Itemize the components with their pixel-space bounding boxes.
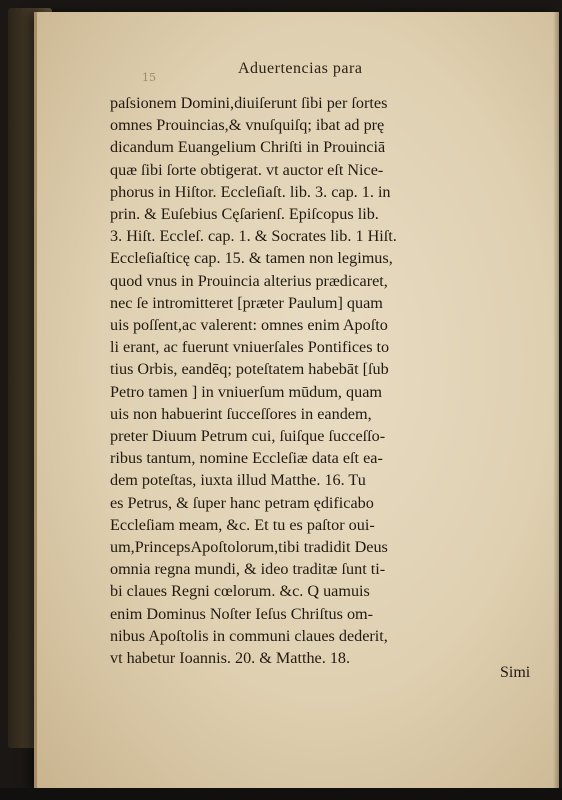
catchword: Simi — [500, 664, 531, 681]
text-line: omnes Prouincias,& vnuſquiſq; ibat ad prę — [110, 116, 385, 135]
page-edge-shadow — [553, 12, 559, 790]
text-line: 3. Hiſt. Eccleſ. cap. 1. & Socrates lib. 1 Hiſt. — [110, 227, 397, 246]
text-line: quæ ſibi ſorte obtigerat. vt auctor eſt Nice- — [110, 160, 384, 179]
running-head: Aduertencias para — [238, 60, 363, 77]
text-line: quod vnus in Prouincia alterius prædicaret, — [110, 271, 388, 290]
text-line: Eccleſiaſticę cap. 15. & tamen non legimus, — [110, 249, 393, 268]
text-line: um,PrincepsApoſtolorum,tibi tradidit Deus — [110, 538, 388, 557]
text-line: phorus in Hiſtor. Eccleſiaſt. lib. 3. cap. 1. in — [110, 182, 391, 201]
text-line: uis non habuerint ſucceſſores in eandem, — [110, 404, 372, 423]
text-line: bi claues Regni cœlorum. &c. Q uamuis — [110, 582, 370, 601]
text-line: enim Dominus Noſter Ieſus Chriſtus om- — [110, 604, 374, 623]
text-line: uis poſſent,ac valerent: omnes enim Apoſto — [110, 316, 388, 335]
folio-mark: 15 — [142, 71, 156, 84]
text-line: nibus Apoſtolis in communi claues dederit, — [110, 626, 388, 645]
body-text — [110, 92, 546, 669]
text-line: nec ſe intromitteret [præter Paulum] quam — [110, 293, 383, 312]
text-line: tius Orbis, eandēq; poteſtatem habebāt [ſub — [110, 360, 389, 379]
text-line: es Petrus, & ſuper hanc petram ędificabo — [110, 493, 374, 512]
text-line: preter Diuum Petrum cui, ſuiſque ſucceſſo- — [110, 427, 386, 446]
text-line: dicandum Euangelium Chriſti in Prouinciā — [110, 138, 386, 157]
text-line: vt habetur Ioannis. 20. & Matthe. 18. — [110, 649, 351, 668]
text-line: prin. & Euſebius Cęſarienſ. Epiſcopus lib. — [110, 205, 379, 224]
text-line: ribus tantum, nomine Eccleſiæ data eſt ea- — [110, 449, 383, 468]
text-line: Eccleſiam meam, &c. Et tu es paſtor oui- — [110, 515, 375, 534]
text-line: dem poteſtas, iuxta illud Matthe. 16. Tu — [110, 471, 366, 490]
text-line: paſsionem Domini,diuiſerunt ſibi per ſortes — [110, 94, 388, 112]
text-line: Petro tamen ] in vniuerſum mūdum, quam — [110, 382, 382, 401]
text-line: li erant, ac fuerunt vniuerſales Pontifices to — [110, 338, 390, 357]
bottom-shadow — [0, 788, 562, 800]
text-line: omnia regna mundi, & ideo traditæ ſunt ti- — [110, 560, 386, 579]
